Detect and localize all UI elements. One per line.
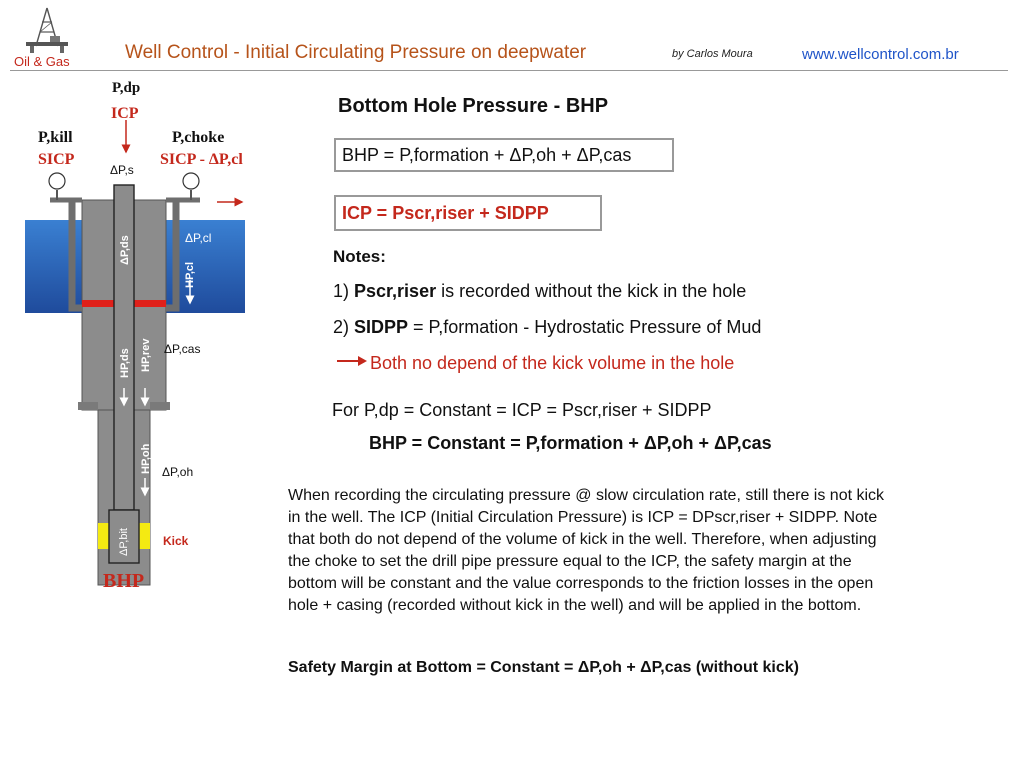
section-title: Bottom Hole Pressure - BHP [338,95,609,117]
header-divider [10,70,1008,71]
note-1-prefix: 1) [333,281,355,301]
arrow-right-icon [336,354,368,368]
label-hp-oh-rot: HP,oh [140,443,152,474]
kill-gauge-icon [49,173,65,189]
author-byline: by Carlos Moura [672,48,753,60]
label-sicp-minus-dpcl: SICP - ΔP,cl [160,151,243,168]
label-hp-ds-rot: HP,ds [119,348,131,378]
label-kick: Kick [163,534,189,548]
oil-rig-logo-icon [20,6,74,54]
label-p-dp: P,dp [112,80,141,96]
page-title: Well Control - Initial Circulating Pressure on deepwater [125,42,587,63]
label-p-kill: P,kill [38,129,73,146]
bhp-constant-line: BHP = Constant = P,formation + ΔP,oh + ΔP,cas [369,433,772,453]
icp-formula-box: ICP = Pscr,riser + SIDPP [334,195,602,231]
website-link[interactable]: www.wellcontrol.com.br [802,46,959,63]
label-dp-cl: ΔP,cl [185,231,212,245]
note-1-term: Pscr,riser [354,281,437,301]
label-dp-ds-rot: ΔP,ds [119,235,131,265]
label-p-choke: P,choke [172,129,225,146]
note-3: Both no depend of the kick volume in the hole [370,353,735,373]
note-1-text: is recorded without the kick in the hole [436,281,747,301]
label-icp: ICP [111,105,139,122]
explanation-paragraph: When recording the circulating pressure @ slow circulation rate, still there is not kick in the well. The ICP (Initial Circulation Pressure) is ICP = DPscr,riser + SIDPP. Note that both do not depend of the volume of kick in the well. Therefore, when adjusting the choke to set the drill pipe pressure equal to the ICP, the safety margin at the bottom will be constant and the value corresponds to the friction losses in the open hole + casing (recorded without kick in the well) and will be applied in the bottom. [288,487,885,614]
note-1 [333,281,746,302]
logo-text: Oil & Gas [14,54,70,69]
label-hp-rev-rot: HP,rev [140,338,152,372]
label-dp-oh: ΔP,oh [162,465,194,479]
drill-string [114,185,134,510]
bhp-formula-box: BHP = P,formation + ΔP,oh + ΔP,cas [334,138,674,172]
note-2-text: = P,formation - Hydrostatic Pressure of Mud [408,317,762,337]
safety-margin-line: Safety Margin at Bottom = Constant = ΔP,oh + ΔP,cas (without kick) [288,659,799,676]
label-bhp: BHP [103,570,145,592]
label-sicp: SICP [38,151,75,168]
label-dp-bit-rot: ΔP,bit [118,528,130,556]
label-hp-cl-rot: HP,cl [184,261,196,288]
well-diagram [20,120,260,590]
note-2 [333,317,761,338]
notes-label: Notes: [333,247,386,266]
note-2-term: SIDPP [354,317,409,337]
label-dp-s: ΔP,s [110,163,134,177]
label-dp-cas: ΔP,cas [164,342,201,356]
for-pdp-line: For P,dp = Constant = ICP = Pscr,riser + SIDPP [332,400,712,420]
choke-gauge-icon [183,173,199,189]
note-2-prefix: 2) [333,317,355,337]
